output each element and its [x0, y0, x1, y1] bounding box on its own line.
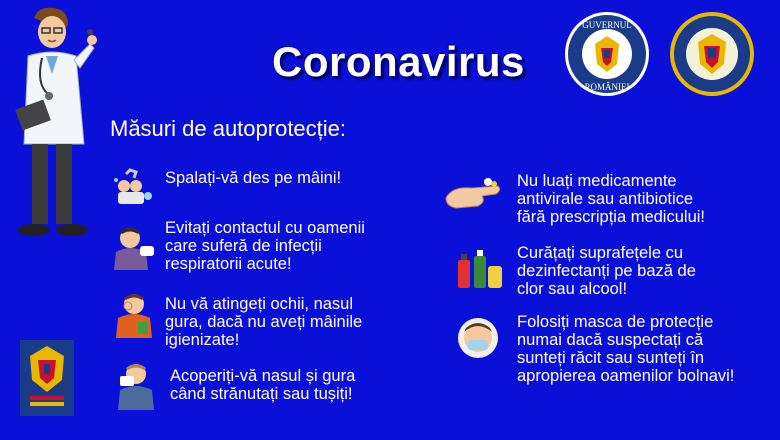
medicine-hand-icon — [442, 174, 502, 218]
ministry-seal-icon — [668, 10, 756, 98]
tip-no-face-touching: Nu vă atingeți ochii, nasul gura, dacă nu aveți mâinile igienizate! — [165, 295, 363, 349]
page-title: Coronavirus — [272, 38, 525, 85]
government-seal-icon — [563, 10, 651, 98]
sneezing-person-icon — [114, 360, 158, 410]
tip-cover-nose-mouth: Acoperiți-vă nasul și gura când strănutați sau tușiți! — [170, 367, 356, 403]
tip-hand-washing: Spalați-vă des pe mâini! — [165, 169, 342, 187]
face-mask-icon — [456, 316, 500, 368]
face-touching-icon — [112, 290, 156, 338]
doctor-illustration — [4, 4, 104, 240]
tip-use-mask: Folosiți masca de protecție numai dacă suspectați că sunteți răcit sau sunteți în apropierea oamenilor bolnavi! — [517, 313, 735, 385]
tip-disinfect-surfaces: Curățați suprafețele cu dezinfectanți pe bază de clor sau alcool! — [517, 244, 696, 298]
disinfectant-bottles-icon — [454, 248, 504, 290]
sick-person-icon — [110, 224, 160, 270]
seal-text-top: GUVERNUL — [582, 20, 632, 30]
hand-washing-icon — [110, 166, 158, 210]
subtitle: Măsuri de autoprotecție: — [110, 116, 347, 141]
coat-of-arms-icon — [20, 340, 74, 416]
tip-avoid-contact: Evitați contactul cu oamenii care suferă de infecții respiratorii acute! — [165, 219, 365, 273]
tip-no-self-medication: Nu luați medicamente antivirale sau antibiotice fără prescripția medicului! — [517, 172, 705, 226]
seal-text-bottom: ROMÂNIEI — [584, 82, 630, 92]
